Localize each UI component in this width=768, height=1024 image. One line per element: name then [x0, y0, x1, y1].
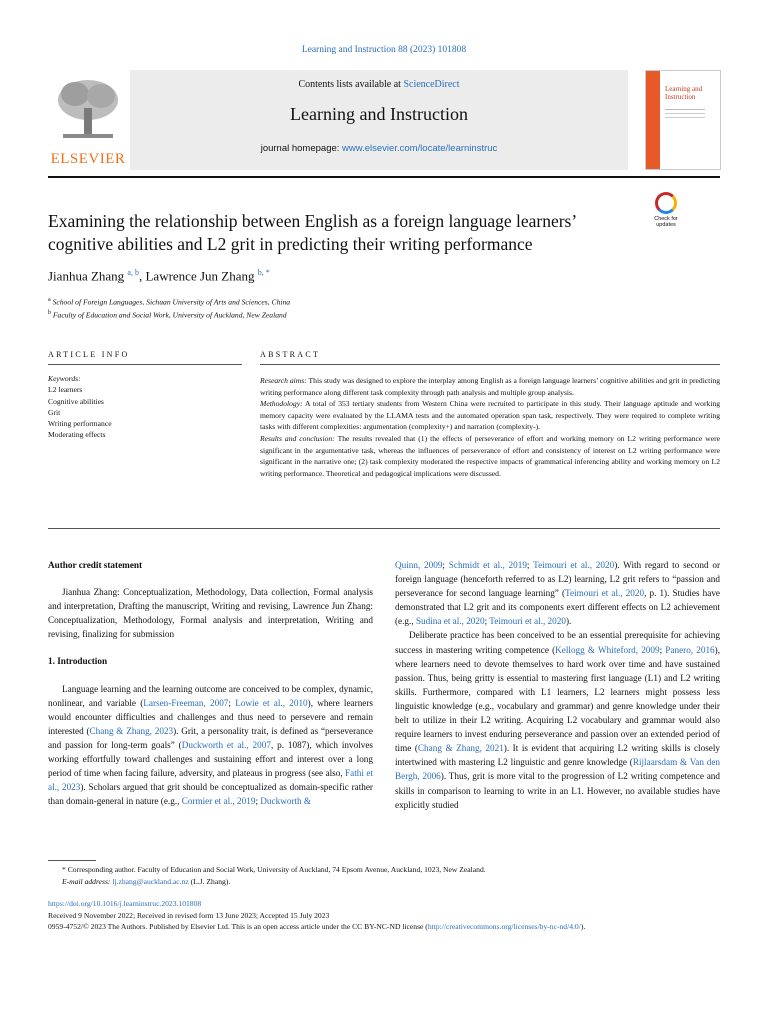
homepage-line	[130, 143, 628, 154]
cover-title: Learning and Instruction	[665, 85, 703, 101]
citation-link[interactable]: Larsen-Freeman, 2007	[143, 697, 229, 708]
cover-lines	[665, 109, 705, 110]
body-text: , p. 1). Studies have demonstrated that L2 grit and its components exert different effects on L2 achievement (e.g.,	[395, 588, 720, 627]
abstract-lead: Research aims:	[260, 376, 307, 385]
body-text: ). With regard to second or foreign language (henceforth referred to as L2) learning, L2 grit refers to “passion and perseverance for second language learning” (	[395, 560, 721, 599]
citation-link[interactable]: Teimouri et al., 2020	[489, 616, 566, 627]
affiliations	[48, 295, 290, 320]
credit-heading: Author credit statement	[48, 560, 143, 570]
abstract-paragraph	[260, 398, 720, 433]
article-info-rule	[48, 364, 242, 365]
body-column-right	[395, 558, 720, 812]
abstract-lead: Methodology:	[260, 399, 303, 409]
abstract-rule	[260, 364, 720, 365]
doi-link[interactable]: https://doi.org/10.1016/j.learninstruc.2023.101808	[48, 899, 202, 908]
keyword-item: Cognitive abilities	[48, 396, 104, 406]
author-list	[48, 268, 270, 284]
citation-link[interactable]: Sudina et al., 2020	[415, 616, 485, 627]
license-suffix: ).	[580, 922, 586, 932]
journal-reference[interactable]: Learning and Instruction 88 (2023) 101808	[301, 45, 467, 55]
citation-link[interactable]: Chang & Zhang, 2021	[417, 743, 504, 754]
citation-link[interactable]: Chang & Zhang, 2023	[89, 725, 174, 736]
citation-link[interactable]: Teimouri et al., 2020	[565, 588, 645, 599]
affiliation-text: Faculty of Education and Social Work, University of Auckland, New Zealand	[52, 310, 287, 320]
email-link[interactable]: lj.zhang@auckland.ac.nz	[112, 877, 189, 886]
citation-link[interactable]: Rijlaarsdam & Van den Bergh, 2006	[395, 757, 720, 782]
abstract-paragraph	[260, 375, 720, 398]
citation-link[interactable]: Quinn, 2009	[395, 560, 443, 570]
received-dates: Received 9 November 2022; Received in revised form 13 June 2023; Accepted 15 July 2023	[48, 910, 330, 920]
email-line	[48, 876, 720, 888]
author-separator: ,	[138, 268, 146, 284]
body-text: ;	[228, 697, 236, 708]
author-name[interactable]: Jianhua Zhang	[48, 268, 125, 284]
body-paragraph	[395, 558, 720, 628]
keyword-item: Writing performance	[48, 419, 112, 429]
publication-info	[48, 898, 720, 933]
body-text: , p. 1087), which involves working effortfully toward challenges and sustaining effort and interest over a long period of time when facing failure, adversity, and plateaus in progress (see also,	[48, 739, 373, 779]
elsevier-wordmark: ELSEVIER	[50, 151, 126, 167]
homepage-link[interactable]: www.elsevier.com/locate/learninstruc	[342, 143, 498, 154]
contents-line	[130, 79, 628, 90]
credit-text: Jianhua Zhang: Conceptualization, Methodology, Data collection, Formal analysis and interpretation, Drafting the manuscript, Writing and revising, Lawrence Jun Zhang: Conceptualization, Methodology, Formal analysis and interpretation, Writing and revising, finalizing for submission	[48, 587, 373, 640]
body-text: ;	[659, 644, 666, 655]
affiliation-marker: b	[48, 309, 51, 316]
body-text: ), where learners need to devote themselves to hard work over time and have sustained passion. Thus, being gritty is essential to mastering first language (L1) and L2 writing skills. Furthermore, compared with L1 learners, L2 learners might possess less linguistic knowledge (e.g., vocabulary and grammar) and genre knowledge under their belt to utilize in their L2 writing. Acquiring L2 vocabulary and grammar would also require learners to invest enduring perseverance and passion over an extended period of time (	[395, 644, 720, 754]
masthead	[48, 70, 628, 170]
body-text: ). Scholars argued that grit should be conceptualized as domain-specific rather than domain-general in nature (e.g.,	[48, 782, 373, 807]
author-affiliation-marker[interactable]: b, *	[257, 268, 270, 277]
affiliation-text: School of Foreign Languages, Sichuan University of Arts and Sciences, China	[52, 297, 291, 307]
abstract-paragraph	[260, 433, 720, 479]
check-updates-label: Check for updates	[654, 216, 678, 228]
abstract-heading: ABSTRACT	[260, 350, 321, 359]
keywords-label: Keywords:	[48, 374, 81, 383]
keyword-item: L2 learners	[48, 385, 83, 395]
journal-title: Learning and Instruction	[290, 104, 468, 124]
footnote-rule	[48, 860, 96, 861]
introduction-heading: 1. Introduction	[48, 656, 108, 667]
body-text: ;	[484, 616, 490, 627]
body-text: ). Grit, a personality trait, is defined as “perseverance and passion for long-term goals” (	[48, 725, 373, 750]
check-for-updates-badge[interactable]	[648, 192, 684, 228]
license-text: 0959-4752/© 2023 The Authors. Published by Elsevier Ltd. This is an open access article under the CC BY-NC-ND license (	[48, 922, 428, 932]
author-name[interactable]: Lawrence Jun Zhang	[145, 268, 255, 284]
body-paragraph	[395, 628, 720, 811]
body-text: ;	[526, 560, 534, 570]
cover-stripe	[646, 71, 660, 169]
body-column-left	[48, 558, 373, 808]
affiliation-item	[48, 308, 290, 321]
citation-link[interactable]: Panero, 2016	[665, 644, 715, 655]
elsevier-logo[interactable]	[48, 70, 128, 170]
body-text: Deliberate practice has been conceived to be an essential prerequisite for achieving success in mastering writing competence (	[395, 630, 720, 655]
paper-title: Examining the relationship between English as a foreign language learners’ cognitive abilities and L2 grit in predicting their writing performance	[48, 211, 576, 254]
abstract-text: A total of 353 tertiary students from Western China were recruited to participate in this study. Their language aptitude and working memory capacity were evaluated by the LLAMA tests and the automated operation span task, respectively. They were required to complete writing tasks with different complexities: argumentation (complexity+) and narration (complexity-).	[260, 399, 720, 432]
footnote	[48, 864, 720, 888]
abstract-text: This study was designed to explore the interplay among English as a foreign language learners’ cognitive abilities and grit in predicting writing performance along different task complexity through path analysis and multiple group analysis.	[260, 376, 720, 397]
citation-link[interactable]: Kellogg & Whiteford, 2009	[555, 644, 660, 655]
abstract-bottom-rule	[48, 528, 720, 529]
sciencedirect-link[interactable]: ScienceDirect	[403, 79, 460, 90]
body-text: Language learning and the learning outcome are conceived to be complex, dynamic, nonlinear, and variable (	[48, 683, 373, 708]
body-text: ;	[255, 796, 261, 807]
keyword-item: Moderating effects	[48, 430, 106, 440]
citation-link[interactable]: Duckworth &	[260, 796, 312, 807]
homepage-prefix: journal homepage:	[260, 143, 343, 154]
citation-link[interactable]: Lowie et al., 2010	[235, 697, 308, 708]
intro-paragraph	[48, 682, 373, 809]
citation-link[interactable]: Cormier et al., 2019	[181, 796, 256, 807]
keywords-block	[48, 373, 112, 441]
keyword-item: Grit	[48, 407, 61, 417]
citation-link[interactable]: Duckworth et al., 2007	[181, 739, 271, 750]
body-text: ), where learners would encounter difficulties and challenges and thus need to persevere and remain interested (	[48, 697, 374, 736]
elsevier-tree-icon	[53, 74, 123, 144]
body-text: ). It is evident that acquiring L2 writing skills is closely intertwined with mastering L2 linguistic and genre knowledge (	[395, 743, 720, 768]
citation-link[interactable]: Schmidt et al., 2019	[448, 560, 527, 570]
body-text: ).	[565, 616, 572, 627]
author-affiliation-marker[interactable]: a, b	[127, 268, 139, 277]
body-text: ;	[442, 560, 449, 570]
abstract-lead: Results and conclusion:	[260, 433, 335, 443]
license-line	[48, 921, 720, 933]
email-suffix: (L.J. Zhang).	[188, 877, 231, 886]
citation-link[interactable]: Teimouri et al., 2020	[533, 560, 615, 570]
affiliation-marker: a	[48, 297, 51, 303]
contents-prefix: Contents lists available at	[298, 79, 404, 90]
body-text: ). Thus, grit is more vital to the progression of L2 writing competence and skills in comparison to learning to write in an L1. However, no available studies have explicitly studied	[395, 771, 720, 810]
affiliation-item	[48, 295, 290, 308]
article-info-heading: ARTICLE INFO	[48, 350, 130, 359]
citation-link[interactable]: Fathi et al., 2023	[48, 768, 373, 793]
license-link[interactable]: http://creativecommons.org/licenses/by-nc-nd/4.0/	[427, 922, 581, 932]
journal-header-box	[130, 70, 628, 170]
journal-cover-thumbnail[interactable]	[645, 70, 721, 170]
abstract-body	[260, 375, 720, 479]
header-rule	[48, 176, 720, 178]
check-updates-icon	[655, 192, 677, 214]
corresponding-author-note: * Corresponding author. Faculty of Education and Social Work, University of Auckland, 74 Epsom Avenue, Auckland, 1023, New Zealand.	[62, 865, 486, 874]
abstract-text: The results revealed that (1) the effects of perseverance of effort and working memory on L2 writing performance were significant in the argumentative task, whereas the influences of perseverance of effort and consistency of interest on L2 writing performance were significant in the narrative one; (2) task complexity moderated the respective impacts of grammatical inferencing ability and working memory on L2 writing performance. Theoretical and pedagogical implications were discussed.	[260, 433, 720, 478]
email-label: E-mail address:	[62, 877, 113, 886]
